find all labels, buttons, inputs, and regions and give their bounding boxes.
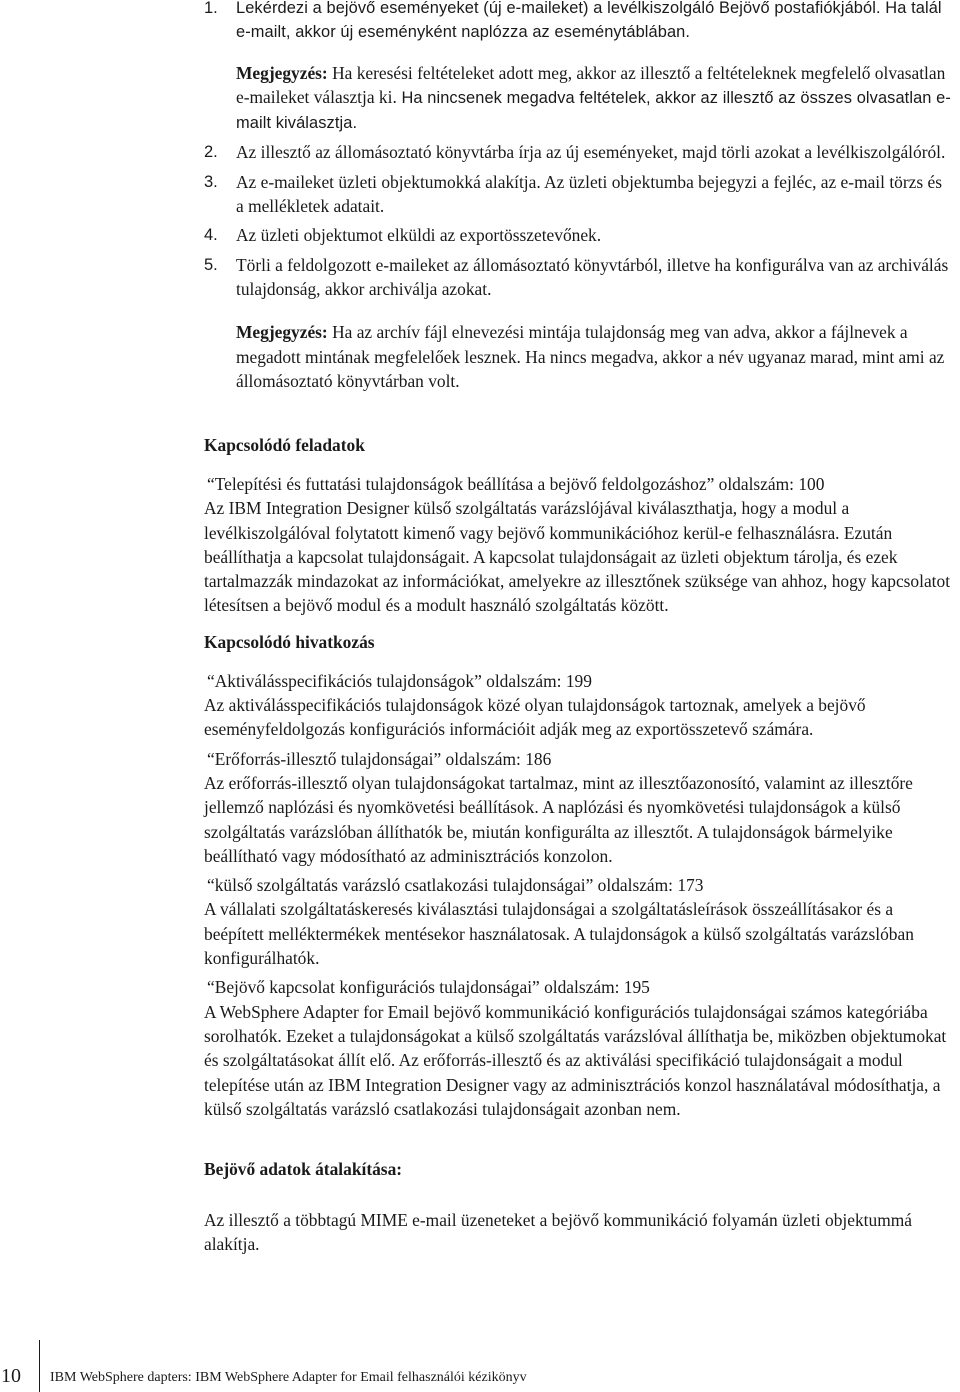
step-number: 3. <box>204 172 218 191</box>
step-text: Az üzleti objektumot elküldi az exportösszetevőnek. <box>236 225 602 246</box>
footer-book-title: IBM WebSphere dapters: IBM WebSphere Adapter for Email felhasználói kézikönyv <box>50 1370 527 1385</box>
related-task-link[interactable]: “Telepítési és futtatási tulajdonságok beállítása a bejövő feldolgozáshoz” oldalszám: 100 <box>207 474 825 494</box>
step-number: 4. <box>204 226 218 245</box>
step-text: Lekérdezi a bejövő eseményeket (új e-maileket) a levélkiszolgáló Bejövő postafiókjából. Ha talál e-mailt, akkor új eseményként naplózza az eseménytáblában. <box>236 0 942 42</box>
related-reference-description: A WebSphere Adapter for Email bejövő kommunikáció konfigurációs tulajdonságai számos kategóriába sorolhatók. Ezeket a tulajdonságokat a külső szolgáltatás varázslóval állíthatja be, miközben objektumokat és szolgáltatásokat állít elő. Az erőforrás-illesztő és az aktiválási specifikáció tulajdonságait a modul telepítése után az IBM Integration Designer vagy az adminisztrációs konzol használatával módosíthatja, a külső szolgáltatás varázsló csatlakozási tulajdonságait azonban nem. <box>204 1001 947 1119</box>
related-task-description: Az IBM Integration Designer külső szolgáltatás varázslójával kiválaszthatja, hogy a modul a levélkiszolgálóval folytatott kimenő vagy bejövő kommunikációhoz kerül-e felhasználásra. Ezután beállíthatja a kapcsolat tulajdonságait. A kapcsolat tulajdonságait az üzleti objektum tárolja, és ezek tartalmazzák mindazokat az információkat, amelyekre az illesztőnek szüksége van ahhoz, hogy kapcsolatot létesítsen a bejövő modul és a modult használó szolgáltatás között. <box>204 498 951 616</box>
related-reference-link[interactable]: “Bejövő kapcsolat konfigurációs tulajdonságai” oldalszám: 195 <box>207 977 650 998</box>
related-reference-link[interactable]: “Aktiválásspecifikációs tulajdonságok” oldalszám: 199 <box>207 670 592 691</box>
note-label: Megjegyzés: <box>236 322 328 343</box>
note-label: Megjegyzés: <box>236 62 328 83</box>
related-reference-link[interactable]: “külső szolgáltatás varázsló csatlakozási tulajdonságai” oldalszám: 173 <box>207 875 704 896</box>
step-number: 1. <box>204 0 218 17</box>
related-reference-entry <box>204 669 956 742</box>
step-text: Az illesztő az állomásoztató könyvtárba írja az új eseményeket, majd törli azokat a levélkiszolgálóról. <box>236 142 946 163</box>
page-footer <box>0 1366 960 1390</box>
step-2 <box>204 140 954 164</box>
note-archive-pattern <box>236 320 954 393</box>
step-4 <box>204 223 954 247</box>
step-number: 2. <box>204 143 218 162</box>
step-5 <box>204 253 954 302</box>
step-text: Az e-maileket üzleti objektumokká alakítja. Az üzleti objektumba bejegyzi a fejléc, az e-mail törzs és a mellékletek adatait. <box>236 171 942 217</box>
related-sections <box>204 433 956 1257</box>
step-number: 5. <box>204 255 218 274</box>
related-reference-entry <box>204 747 956 868</box>
note-text: Ha az archív fájl elnevezési mintája tulajdonság meg van adva, akkor a fájlnevek a megadott mintának megfelelőek lesznek. Ha nincs megadva, akkor a név ugyanaz marad, mint ami az állomásoztató könyvtárban volt. <box>236 322 945 391</box>
note-text: Ha keresési feltételeket adott meg, akkor az illesztő a feltételeknek megfelelő olvasatlan e-maileket választja ki. <box>236 62 946 107</box>
note-search-criteria <box>236 61 954 136</box>
related-reference-entry <box>204 975 956 1121</box>
inbound-conversion-heading: Bejövő adatok átalakítása: <box>204 1159 403 1180</box>
note-text-extra: Ha nincsenek megadva feltételek, akkor az illesztő az összes olvasatlan e-mailt kiválasztja. <box>236 88 951 133</box>
related-task-entry <box>204 472 956 618</box>
step-text: Törli a feldolgozott e-maileket az állomásoztató könyvtárból, illetve ha konfigurálva van az archiválás tulajdonság, akkor archiválja azokat. <box>236 254 949 299</box>
step-3 <box>204 170 954 219</box>
step-1 <box>204 0 954 45</box>
footer-divider <box>39 1340 40 1392</box>
inbound-conversion-text: Az illesztő a többtagú MIME e-mail üzeneteket a bejövő kommunikáció folyamán üzleti objektummá alakítja. <box>204 1210 912 1255</box>
related-reference-description: Az aktiválásspecifikációs tulajdonságok közé olyan tulajdonságok tartoznak, amelyek a bejövő eseményfeldolgozás konfigurációs információit adják meg az exportösszetevő számára. <box>204 695 866 740</box>
process-steps-list <box>204 0 954 393</box>
related-tasks-heading: Kapcsolódó feladatok <box>204 435 365 455</box>
related-reference-description: A vállalati szolgáltatáskeresés kiválasztási tulajdonságai a szolgáltatásleírások összeállításakor és a beépített melléktermékek mentésekor használatosak. A tulajdonságok a külső szolgáltatás varázslóban konfigurálhatók. <box>204 899 914 969</box>
related-reference-link[interactable]: “Erőforrás-illesztő tulajdonságai” oldalszám: 186 <box>207 748 552 769</box>
related-reference-description: Az erőforrás-illesztő olyan tulajdonságokat tartalmaz, mint az illesztőazonosító, valamint az illesztőre jellemző naplózási és nyomkövetési beállítások. A naplózási és nyomkövetési tulajdonságok a külső szolgáltatás varázslóban állíthatók be, miután konfigurálta az illesztőt. A tulajdonságok bármelyike beállítható vagy módosítható az adminisztrációs konzolon. <box>204 772 913 866</box>
related-reference-heading: Kapcsolódó hivatkozás <box>204 631 375 652</box>
page-number: 10 <box>1 1365 21 1387</box>
related-reference-entry <box>204 873 956 970</box>
